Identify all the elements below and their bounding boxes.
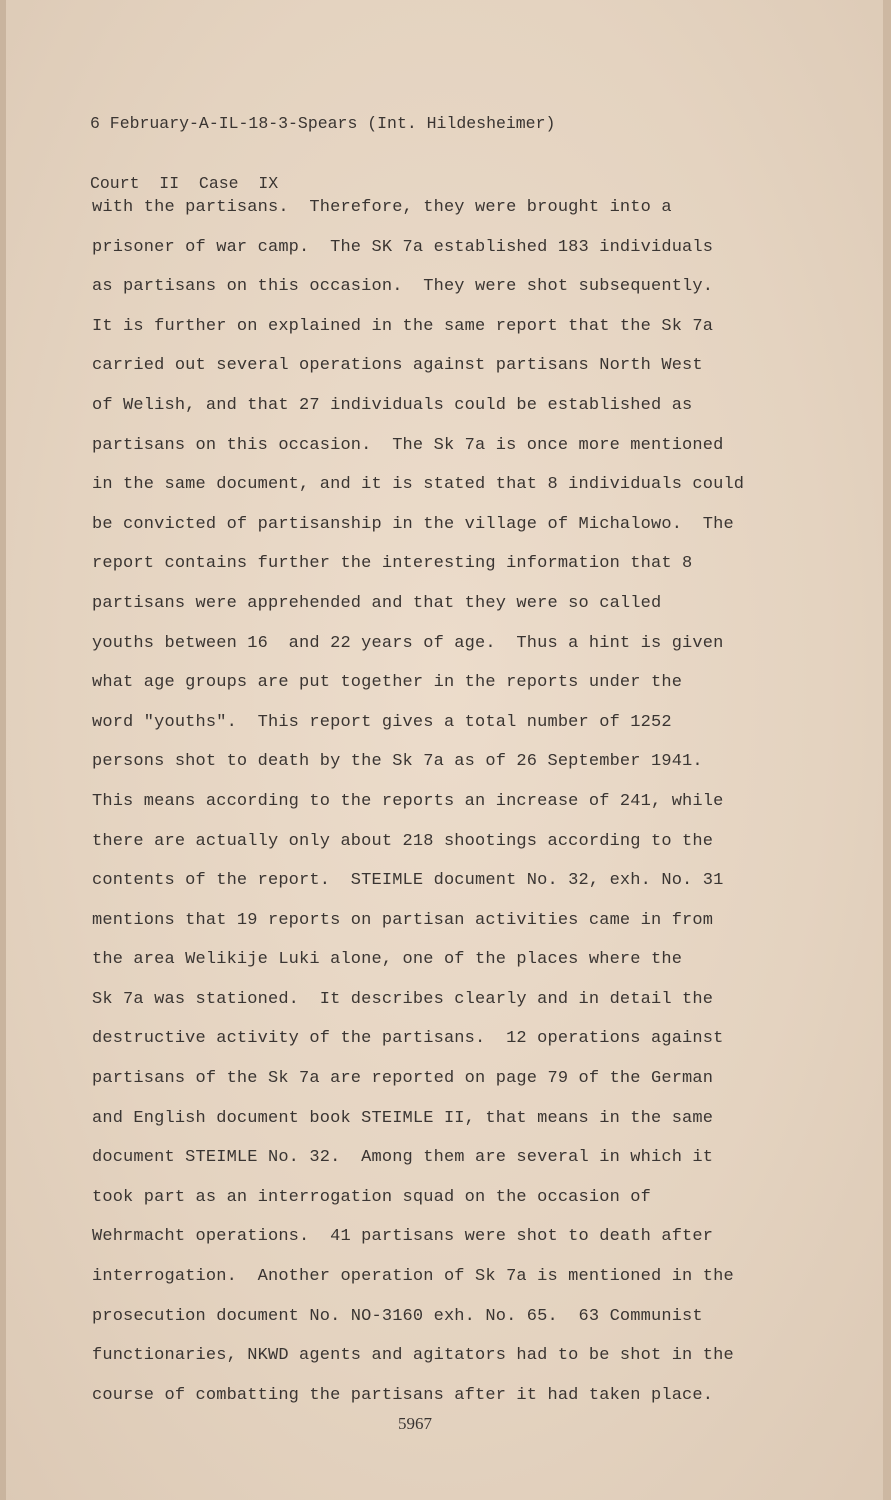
transcript-line: This means according to the reports an increase of 241, while [92, 791, 724, 811]
transcript-line: destructive activity of the partisans. 12 operations against [92, 1029, 724, 1049]
page-edge-left [0, 0, 6, 1500]
transcript-line: Wehrmacht operations. 41 partisans were shot to death after [92, 1227, 714, 1247]
transcript-line: word "youths". This report gives a total number of 1252 [92, 712, 672, 732]
transcript-line: mentions that 19 reports on partisan activities came in from [92, 910, 714, 930]
transcript-line: persons shot to death by the Sk 7a as of 26 September 1941. [92, 752, 703, 772]
transcript-line: partisans on this occasion. The Sk 7a is once more mentioned [92, 435, 724, 455]
transcript-line: document STEIMLE No. 32. Among them are several in which it [92, 1148, 714, 1168]
transcript-line: interrogation. Another operation of Sk 7a is mentioned in the [92, 1267, 734, 1287]
transcript-line: course of combatting the partisans after it had taken place. [92, 1385, 714, 1405]
header-line-date: 6 February-A-IL-18-3-Spears (Int. Hildesheimer) [90, 114, 556, 133]
transcript-line: be convicted of partisanship in the village of Michalowo. The [92, 514, 734, 534]
transcript-line: partisans of the Sk 7a are reported on page 79 of the German [92, 1069, 714, 1089]
transcript-line: with the partisans. Therefore, they were brought into a [92, 198, 672, 217]
transcript-line: prisoner of war camp. The SK 7a established 183 individuals [92, 237, 714, 257]
transcript-line: in the same document, and it is stated that 8 individuals could [92, 475, 745, 495]
transcript-line: the area Welikije Luki alone, one of the places where the [92, 950, 683, 970]
transcript-line: there are actually only about 218 shootings according to the [92, 831, 714, 851]
transcript-line: took part as an interrogation squad on the occasion of [92, 1187, 651, 1207]
page-number: 5967 [398, 1414, 432, 1433]
transcript-line: youths between 16 and 22 years of age. Thus a hint is given [92, 633, 724, 653]
page-edge-right [883, 0, 891, 1500]
transcript-line: It is further on explained in the same report that the Sk 7a [92, 316, 714, 336]
header-line-court: Court II Case IX [90, 174, 279, 193]
transcript-line: Sk 7a was stationed. It describes clearly and in detail the [92, 989, 714, 1009]
transcript-line: report contains further the interesting information that 8 [92, 554, 693, 574]
transcript-line: carried out several operations against partisans North West [92, 356, 703, 376]
transcript-line: as partisans on this occasion. They were shot subsequently. [92, 277, 714, 297]
transcript-line: partisans were apprehended and that they were so called [92, 593, 662, 613]
transcript-line: what age groups are put together in the reports under the [92, 673, 683, 693]
transcript-line: contents of the report. STEIMLE document No. 32, exh. No. 31 [92, 871, 724, 891]
transcript-line: of Welish, and that 27 individuals could be established as [92, 395, 693, 415]
transcript-line: prosecution document No. NO-3160 exh. No. 65. 63 Communist [92, 1306, 703, 1326]
transcript-line: functionaries, NKWD agents and agitators had to be shot in the [92, 1346, 734, 1366]
transcript-line: and English document book STEIMLE II, that means in the same [92, 1108, 714, 1128]
transcript-body [92, 188, 832, 1415]
